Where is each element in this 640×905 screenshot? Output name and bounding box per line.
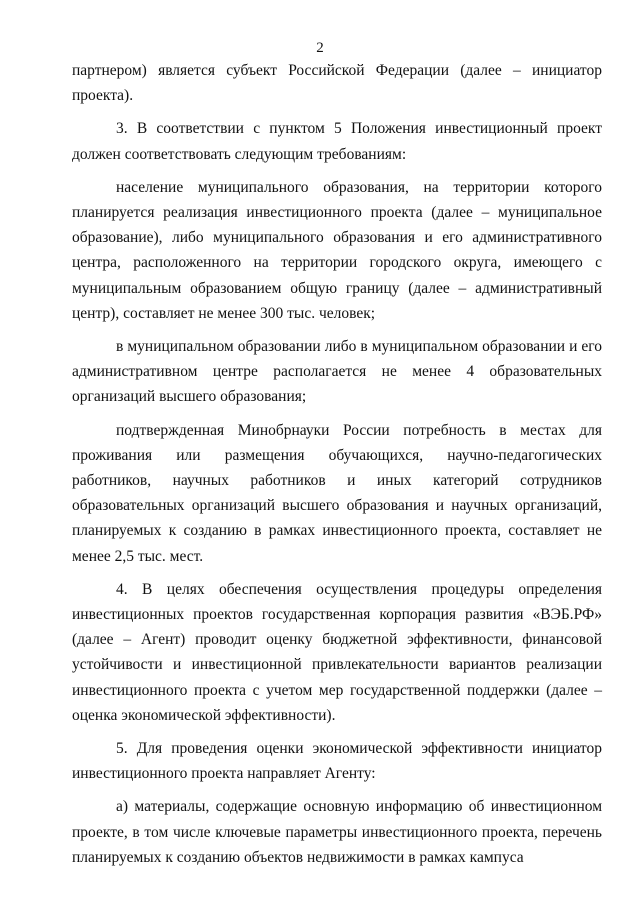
paragraph-population-requirement: население муниципального образования, на территории которого планируется реализация инвестиционного проекта (далее – муниципальное образование), либо муниципального образования и его административного центра, расположенного на территории городского округа, имеющего с муниципальным образованием общую границу (далее – административный центр), составляет не менее 300 тыс. человек; <box>72 178 602 322</box>
paragraph-item-3: 3. В соответствии с пунктом 5 Положения инвестиционный проект должен соответствовать следующим требованиям: <box>72 120 602 163</box>
paragraph-item-5a: а) материалы, содержащие основную информацию об инвестиционном проекте, в том числе ключевые параметры инвестиционного проекта, перечень планируемых к созданию объектов недвижимости в рамках кампуса <box>72 798 602 866</box>
paragraph-housing-requirement: подтвержденная Минобрнауки России потребность в местах для проживания или размещения обучающихся, научно-педагогических работников, научных работников и иных категорий сотрудников образовательных организаций высшего образования и научных организаций, планируемых к созданию в рамках инвестиционного проекта, составляет не менее 2,5 тыс. мест. <box>72 421 602 565</box>
page-number: 2 <box>316 40 324 56</box>
document-body <box>72 58 602 878</box>
paragraph-continuation: партнером) является субъект Российской Федерации (далее – инициатор проекта). <box>72 62 602 105</box>
paragraph-item-4: 4. В целях обеспечения осуществления процедуры определения инвестиционных проектов государственная корпорация развития «ВЭБ.РФ» (далее – Агент) проводит оценку бюджетной эффективности, финансовой устойчивости и инвестиционной привлекательности вариантов реализации инвестиционного проекта с учетом мер государственной поддержки (далее – оценка экономической эффективности). <box>72 580 602 724</box>
paragraph-item-5: 5. Для проведения оценки экономической эффективности инициатор инвестиционного проекта направляет Агенту: <box>72 740 602 783</box>
paragraph-universities-requirement: в муниципальном образовании либо в муниципальном образовании и его административном центре располагается не менее 4 образовательных организаций высшего образования; <box>72 338 602 406</box>
